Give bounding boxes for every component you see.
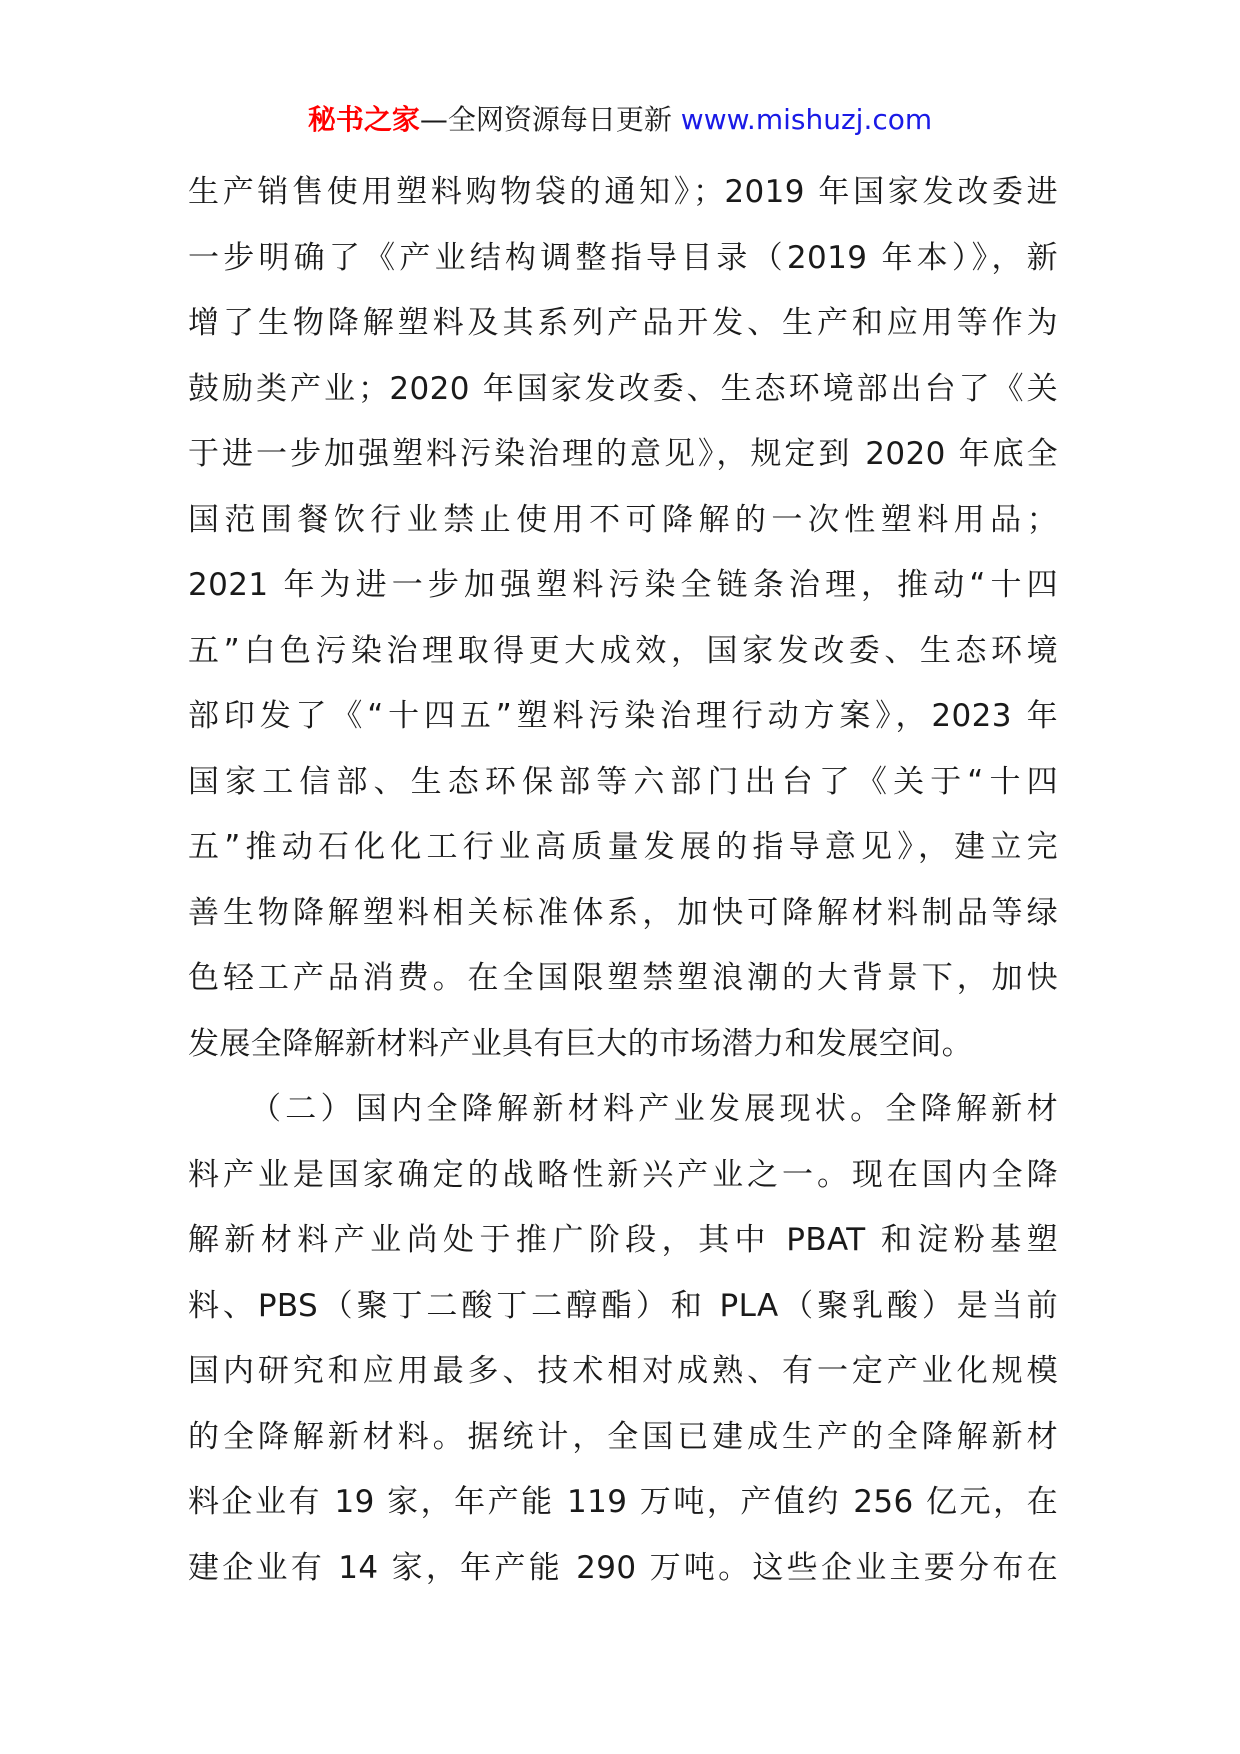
text-line: 建企业有 14 家，年产能 290 万吨。这些企业主要分布在 [188,1549,1058,1586]
text-line: 料企业有 19 家，年产能 119 万吨，产值约 256 亿元，在 [188,1484,1058,1520]
text-line: 国范围餐饮行业禁止使用不可降解的一次性塑料用品； [188,501,1058,538]
section-heading-line: （二）国内全降解新材料产业发展现状。全降解新材 [250,1091,1058,1127]
site-url-link[interactable]: www.mishuzj.com [680,103,933,136]
text-line: 鼓励类产业；2020 年国家发改委、生态环境部出台了《关 [188,370,1058,407]
text-line: 发展全降解新材料产业具有巨大的市场潜力和发展空间。 [188,1025,973,1062]
text-line: 国内研究和应用最多、技术相对成熟、有一定产业化规模 [188,1353,1058,1389]
text-line: 的全降解新材料。据统计，全国已建成生产的全降解新材 [188,1418,1058,1455]
text-line: 于进一步加强塑料污染治理的意见》，规定到 2020 年底全 [188,436,1058,472]
text-line: 一步明确了《产业结构调整指导目录（2019 年本）》，新 [188,239,1058,276]
text-line: 国家工信部、生态环保部等六部门出台了《关于“十四 [188,763,1058,800]
header-tagline: —全网资源每日更新 [419,103,672,136]
brand-name: 秘书之家 [307,103,420,136]
text-line: 料、PBS（聚丁二酸丁二醇酯）和 PLA（聚乳酸）是当前 [188,1287,1058,1324]
text-line: 增了生物降解塑料及其系列产品开发、生产和应用等作为 [188,305,1058,341]
text-line: 2021 年为进一步加强塑料污染全链条治理，推动“十四 [188,567,1058,603]
text-line: 料产业是国家确定的战略性新兴产业之一。现在国内全降 [188,1156,1058,1193]
text-line: 五”推动石化化工行业高质量发展的指导意见》，建立完 [188,829,1058,865]
text-line: 五”白色污染治理取得更大成效，国家发改委、生态环境 [188,632,1058,669]
page-header [0,100,1240,140]
text-line: 善生物降解塑料相关标准体系，加快可降解材料制品等绿 [188,894,1058,931]
text-line: 色轻工产品消费。在全国限塑禁塑浪潮的大背景下，加快 [188,960,1058,996]
text-line: 部印发了《“十四五”塑料污染治理行动方案》，2023 年 [188,698,1058,734]
text-line: 生产销售使用塑料购物袋的通知》；2019 年国家发改委进 [188,174,1058,210]
text-line: 解新材料产业尚处于推广阶段，其中 PBAT 和淀粉基塑 [188,1222,1058,1258]
document-body [188,160,1058,1601]
